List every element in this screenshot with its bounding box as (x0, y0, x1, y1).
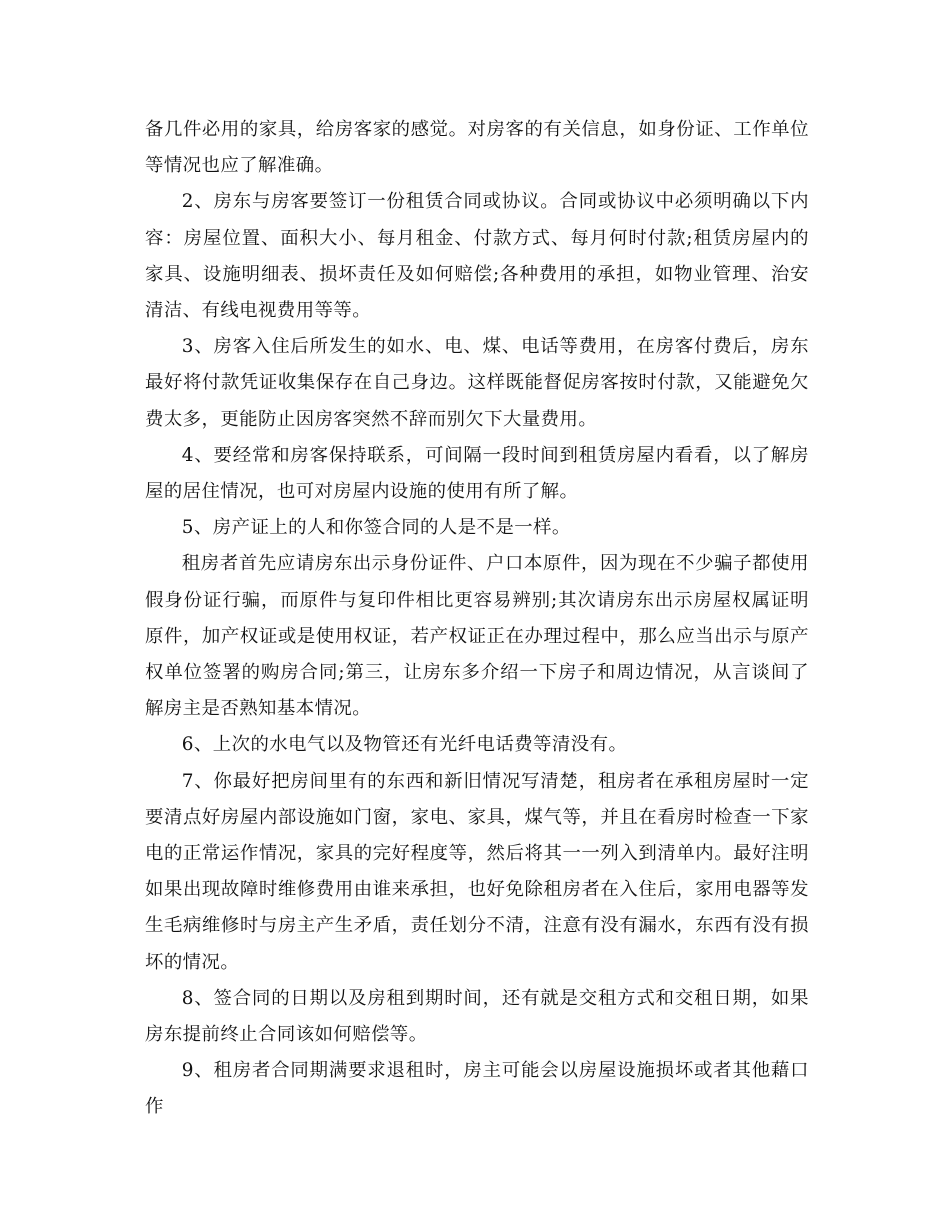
paragraph-item-2: 2、房东与房客要签订一份租赁合同或协议。合同或协议中必须明确以下内容：房屋位置、面积大小、每月租金、付款方式、每月何时付款;租赁房屋内的家具、设施明细表、损坏责任及如何赔偿;各种费用的承担，如物业管理、治安清洁、有线电视费用等等。 (145, 191, 809, 322)
paragraph-item-9: 9、租房者合同期满要求退租时，房主可能会以房屋设施损坏或者其他藉口作 (145, 1060, 809, 1118)
paragraph-item-5-detail: 租房者首先应请房东出示身份证件、户口本原件，因为现在不少骗子都使用假身份证行骗，而原件与复印件相比更容易辨别;其次请房东出示房屋权属证明原件，加产权证或是使用权证，若产权证正在办理过程中，那么应当出示与原产权单位签署的购房合同;第三，让房东多介绍一下房子和周边情况，从言谈间了解房主是否熟知基本情况。 (145, 553, 809, 720)
document-body (145, 112, 809, 1126)
paragraph-item-4: 4、要经常和房客保持联系，可间隔一段时间到租赁房屋内看看，以了解房屋的居住情况，也可对房屋内设施的使用有所了解。 (145, 444, 809, 503)
paragraph-continuation: 备几件必用的家具，给房客家的感觉。对房客的有关信息，如身份证、工作单位等情况也应了解准确。 (145, 119, 809, 177)
paragraph-item-3: 3、房客入住后所发生的如水、电、煤、电话等费用，在房客付费后，房东最好将付款凭证收集保存在自己身边。这样既能督促房客按时付款，又能避免欠费太多，更能防止因房客突然不辞而别欠下大量费用。 (145, 336, 809, 430)
paragraph-item-8: 8、签合同的日期以及房租到期时间，还有就是交租方式和交租日期，如果房东提前终止合同该如何赔偿等。 (145, 987, 809, 1046)
paragraph-item-6: 6、上次的水电气以及物管还有光纤电话费等清没有。 (181, 734, 628, 756)
paragraph-item-5: 5、房产证上的人和你签合同的人是不是一样。 (181, 517, 571, 539)
paragraph-item-7: 7、你最好把房间里有的东西和新旧情况写清楚，租房者在承租房屋时一定要清点好房屋内部设施如门窗，家电、家具，煤气等，并且在看房时检查一下家电的正常运作情况，家具的完好程度等，然后将其一一列入到清单内。最好注明如果出现故障时维修费用由谁来承担，也好免除租房者在入住后，家用电器等发生毛病维修时与房主产生矛盾，责任划分不清，注意有没有漏水，东西有没有损坏的情况。 (145, 770, 809, 973)
